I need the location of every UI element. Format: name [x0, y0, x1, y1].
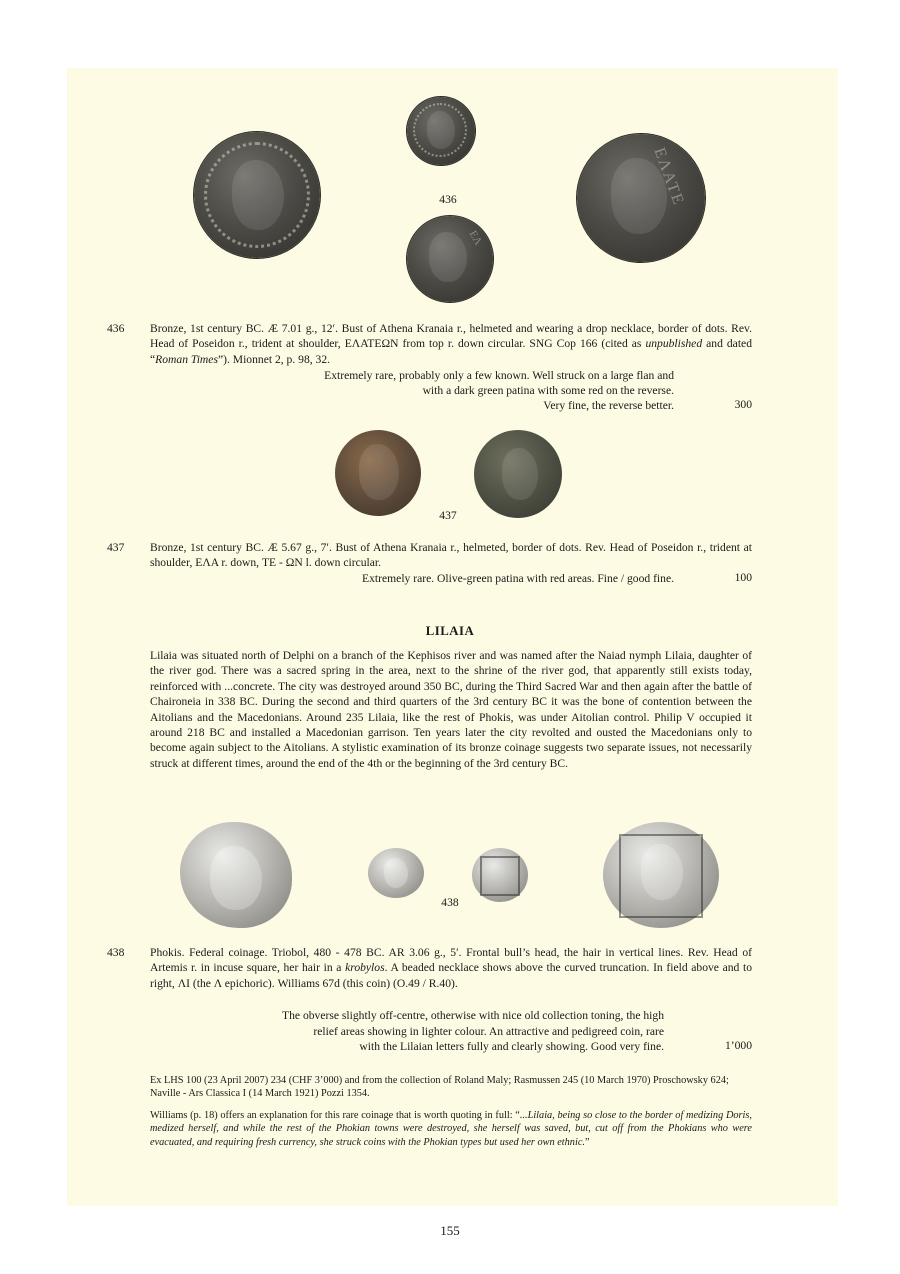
- coin-438-reverse-small: [472, 848, 528, 902]
- lot-438-quote: Williams (p. 18) offers an explanation for this rare coinage that is worth quoting in full: “...Lilaia, being so close to the border of medizing Doris, medized herself, and while the rest of the Phokian towns were destroyed, she herself was saved, but, cut off from the Phokians who were evacuated, and requiring fresh currency, she struck coins with the Phokian types but used her own ethnic.”: [150, 1110, 752, 1148]
- lot-436-image-caption: 436: [439, 193, 457, 206]
- coin-436-obverse-small: [407, 97, 475, 165]
- lot-438-description: Phokis. Federal coinage. Triobol, 480 - 478 BC. AR 3.06 g., 5′. Frontal bull’s head, the hair in vertical lines. Rev. Head of Artemis r. in incuse square, her hair in a krobylos. A beaded necklace shows above the curved truncation. In field above and to right, ΛΙ (the Λ epichoric). Williams 67d (this coin) (O.49 / R.40).: [150, 946, 753, 990]
- lot-438-remark-line: relief areas showing in lighter colour. An attractive and pedigreed coin, rare: [313, 1025, 664, 1038]
- lot-number: 436: [107, 322, 125, 335]
- lot-436-remark-line: with a dark green patina with some red on the reverse.: [422, 384, 674, 397]
- lot-438-image-caption: 438: [441, 896, 459, 909]
- coin-437-reverse: [474, 430, 562, 518]
- coin-438-obverse-small: [368, 848, 424, 898]
- lot-437-remark-line: Extremely rare. Olive-green patina with red areas. Fine / good fine.: [362, 572, 674, 585]
- poseidon-head-relief: [502, 448, 538, 500]
- incuse-square: [480, 856, 520, 896]
- coin-legend: ΕΛ: [466, 228, 485, 248]
- coin-437-obverse: [335, 430, 421, 516]
- athena-bust-relief: [359, 444, 399, 500]
- lot-438-estimate: 1’000: [724, 1039, 752, 1052]
- artemis-head-relief: [641, 844, 683, 900]
- athena-bust-relief: [232, 160, 284, 230]
- lot-436-estimate: 300: [734, 398, 752, 411]
- lot-438-remark-line: with the Lilaian letters fully and clearly showing. Good very fine.: [359, 1040, 664, 1053]
- lot-437-estimate: 100: [734, 571, 752, 584]
- bull-head-relief: [210, 846, 262, 910]
- lot-number: 438: [107, 946, 125, 959]
- coin-436-obverse-large: [194, 132, 320, 258]
- lot-436-description: Bronze, 1st century BC. Æ 7.01 g., 12′. Bust of Athena Kranaia r., helmeted and wearing a drop necklace, border of dots. Rev. Head of Poseidon r., trident at shoulder, ΕΛΑΤΕΩΝ from top r. down circular. SNG Cop 166 (cited as unpublished and dated “Roman Times”). Mionnet 2, p. 98, 32.: [150, 322, 752, 366]
- coin-436-reverse-large: [577, 134, 705, 262]
- bull-head-relief: [384, 858, 408, 888]
- lot-436-remark-line: Very fine, the reverse better.: [543, 399, 674, 412]
- lot-438-provenance: Ex LHS 100 (23 April 2007) 234 (CHF 3’000) and from the collection of Roland Maly; Rasmussen 245 (10 March 1970) Proschowsky 624; Naville - Ars Classica I (14 March 1921) Pozzi 1354.: [150, 1075, 729, 1100]
- page-number: 155: [440, 1223, 460, 1238]
- lot-438-remark-line: The obverse slightly off-centre, otherwise with nice old collection toning, the high: [282, 1009, 664, 1022]
- coin-436-reverse-small: [407, 216, 493, 302]
- lot-number: 437: [107, 541, 125, 554]
- lot-437-image-caption: 437: [439, 509, 457, 522]
- section-title: LILAIA: [425, 624, 475, 638]
- section-intro: Lilaia was situated north of Delphi on a branch of the Kephisos river and was named after the Naiad nymph Lilaia, daughter of the river god. There was a sacred spring in the area, next to the shrine of the river god, that apparently still exists today, reinforced with ...concrete. The city was destroyed around 350 BC, during the Third Sacred War and then again after the battle of Chaironeia in 338 BC. During the second and third quarters of the 3rd century BC it was the bone of contention between the Aitolians and the Macedonians. Around 235 Lilaia, like the rest of Phokis, was under Aitolian control. Philip V occupied it around 218 BC and installed a Macedonian garrison. Ten years later the city revolted and ousted the Macedonians only to become again subject to the Aitolians. A stylistic examination of its bronze coinage suggests two separate issues, not necessarily struck at different times, around the end of the 4th or the beginning of the 3rd century BC.: [150, 649, 752, 770]
- lot-436-remark-line: Extremely rare, probably only a few known. Well struck on a large flan and: [324, 369, 674, 382]
- lot-437-description: Bronze, 1st century BC. Æ 5.67 g., 7′. Bust of Athena Kranaia r., helmeted, border of dots. Rev. Head of Poseidon r., trident at shoulder, ΕΛΑ r. down, ΤΕ - ΩΝ l. down circular.: [150, 541, 752, 570]
- coin-legend: ΕΛΑΤΕ: [650, 145, 688, 209]
- poseidon-head-relief: [429, 232, 467, 282]
- athena-bust-relief: [427, 111, 455, 149]
- coin-438-reverse-large: [603, 822, 719, 928]
